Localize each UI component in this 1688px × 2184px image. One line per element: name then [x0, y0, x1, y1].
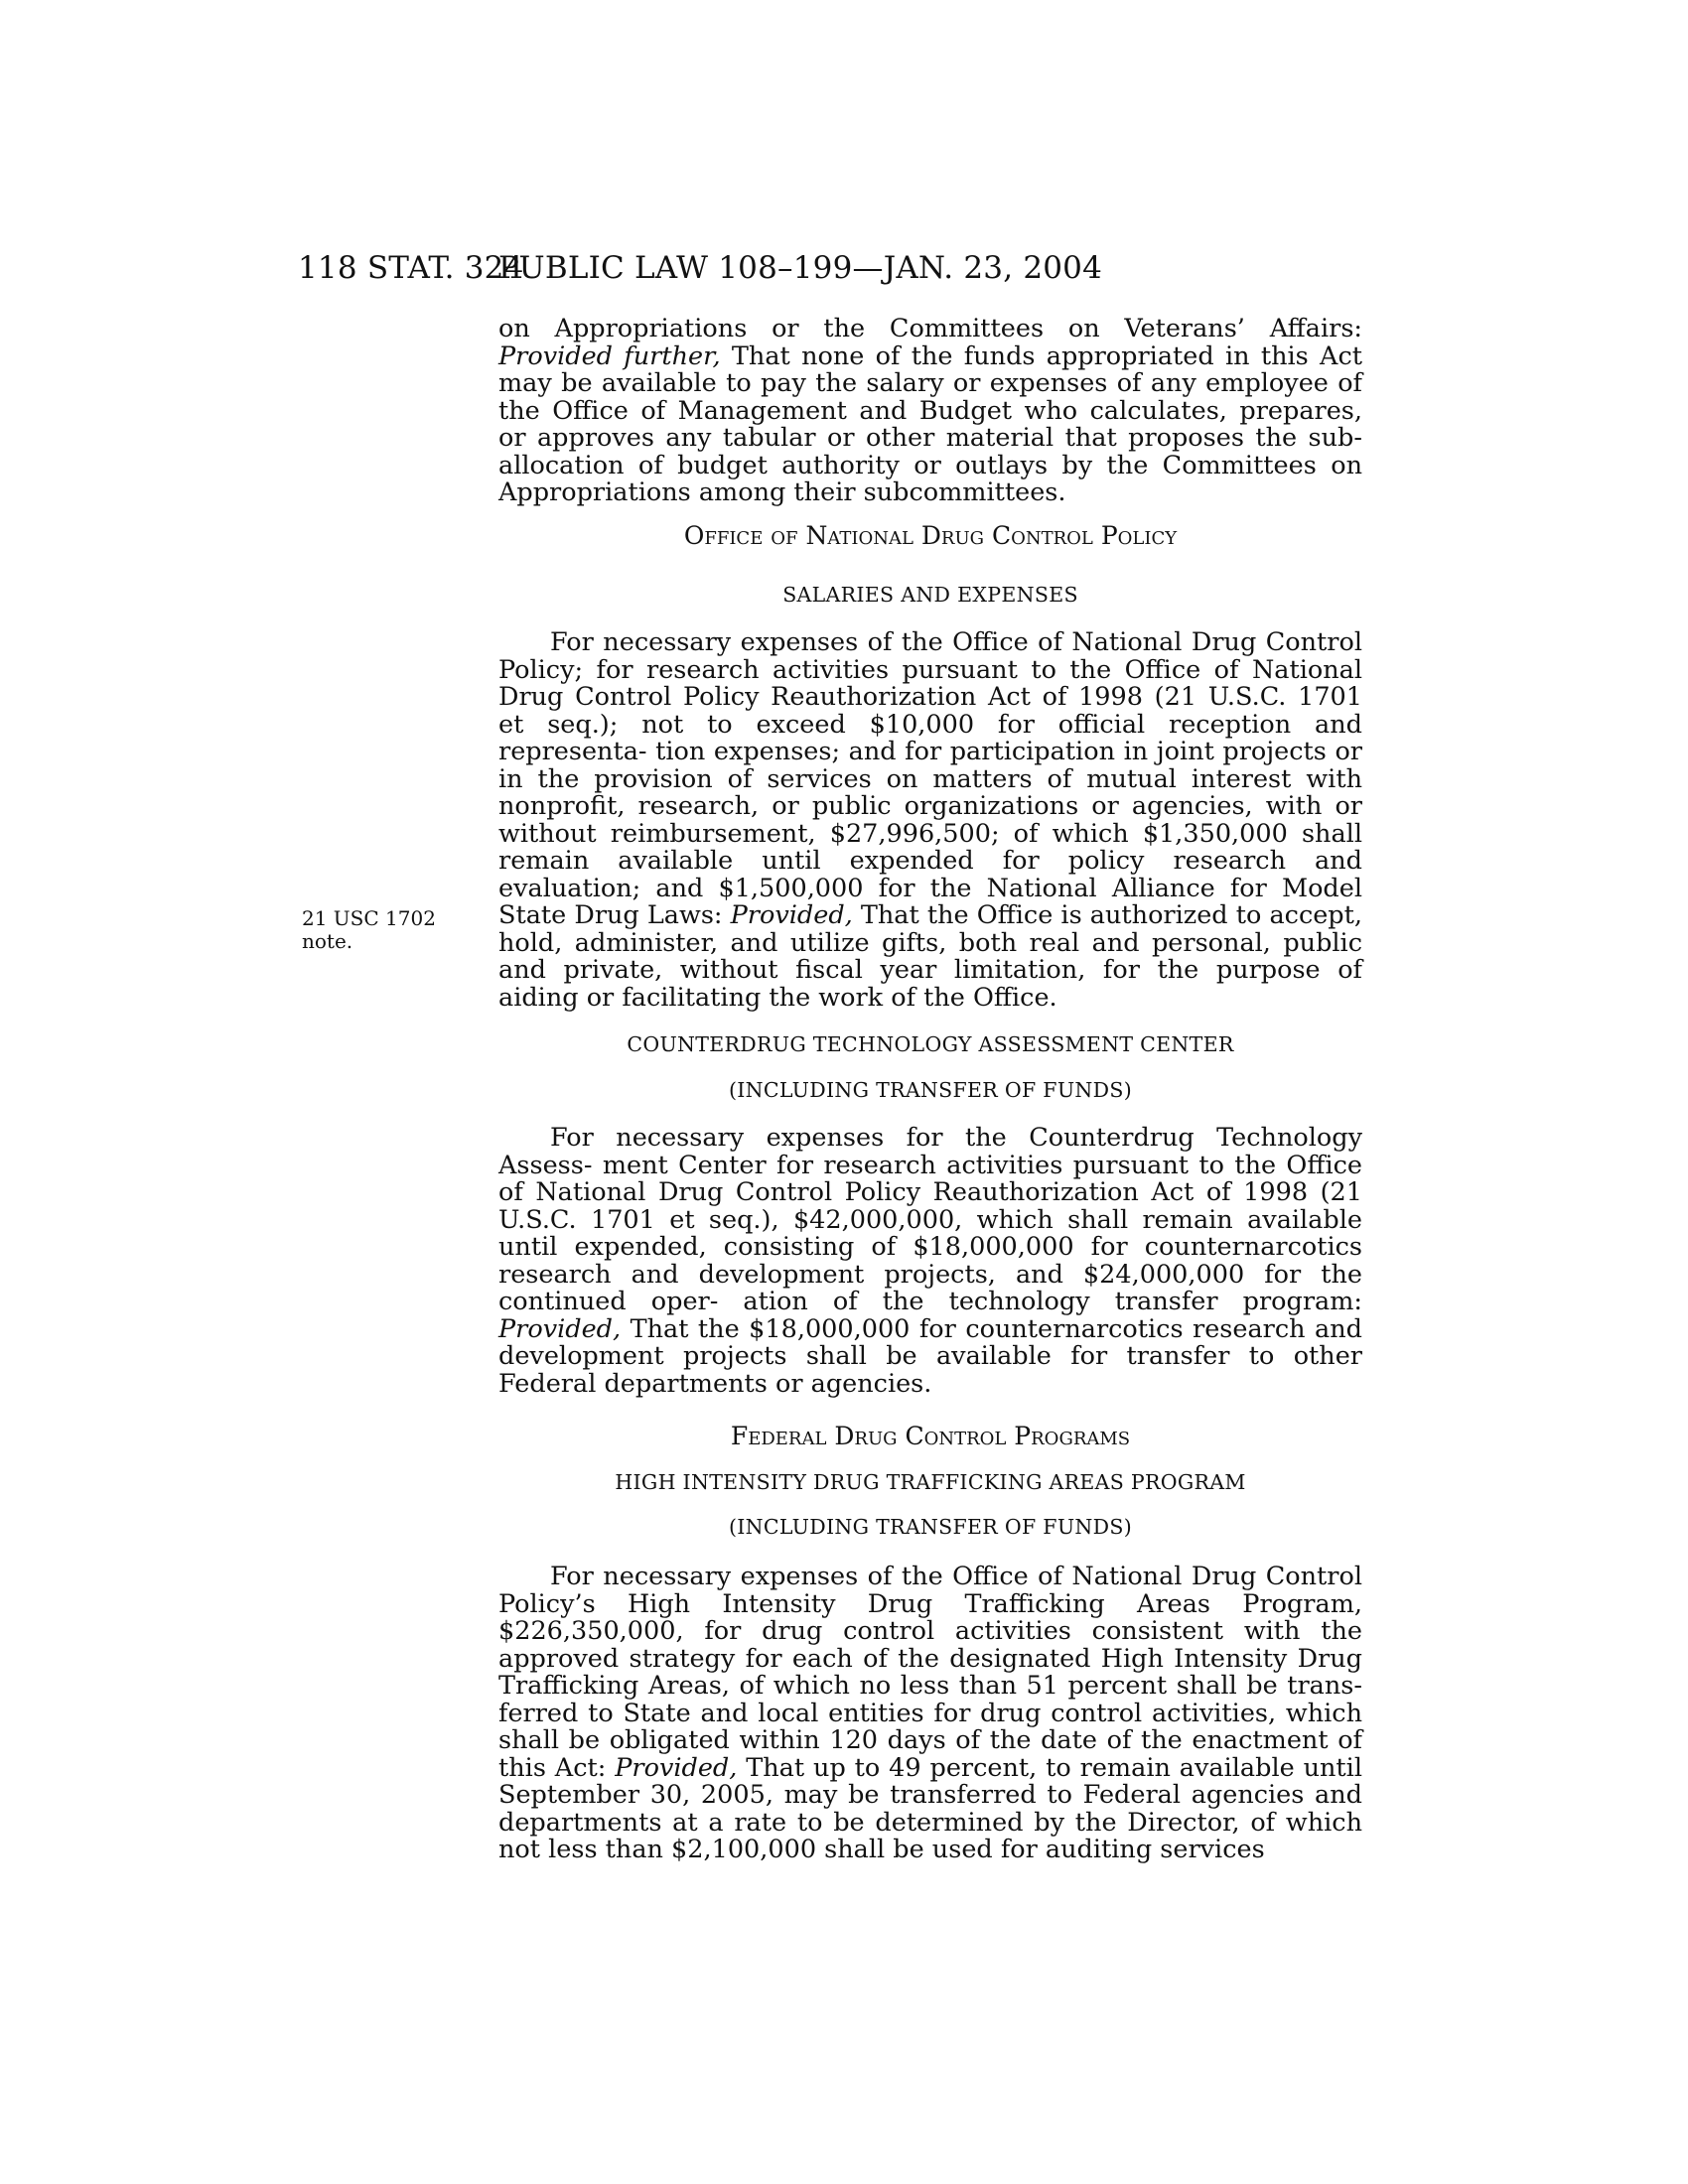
- p3-provided: Provided,: [498, 1313, 622, 1344]
- paragraph-ondcp-salaries: [498, 629, 1362, 1012]
- heading-counterdrug-technology-assessment-center: COUNTERDRUG TECHNOLOGY ASSESSMENT CENTER: [627, 1032, 1234, 1056]
- statute-page-number: 118 STAT. 324: [298, 250, 524, 286]
- margin-note-citation: 21 USC 1702: [302, 906, 436, 930]
- p3-text-c: That the $18,000,000 for counternarcotics research and development projects shall be available for transfer to other Federal departments or agencies.: [498, 1313, 1362, 1399]
- p4-text-a: For necessary expenses of the Office of National Drug Control Policy’s High Intensity Drug Trafficking Areas Program, $226,350,000, for drug control activities consistent with the approved strategy for each of the designated High Intensity Drug Trafficking Areas, of which no less than 51 percent shall be trans- ferred to State and local entities for drug control activities, which shall be obligated within 120 days of the date of the enactment of this Act:: [498, 1562, 1362, 1783]
- heading-salaries-and-expenses: SALARIES AND EXPENSES: [782, 583, 1078, 607]
- p2-text-a: For necessary expenses of the Office of National Drug Control Policy; for research activities pursuant to the Office of National Drug Control Policy Reauthorization Act of 1998 (21 U.S.C. 1701 et seq.); not to exceed $10,000 for official reception and representa- tion expenses; and for participation in joint projects or in the provision of services on matters of mutual interest with nonprofit, research, or public organizations or agencies, with or without reimbursement, $27,996,500; of which $1,350,000 shall remain available until expended for policy research and evaluation; and $1,500,000 for the National Alliance for Model State Drug Laws:: [498, 627, 1362, 930]
- heading-including-transfer-of-funds-2: (INCLUDING TRANSFER OF FUNDS): [728, 1515, 1133, 1539]
- p1-text-a: on Appropriations or the Committees on Veterans’ Affairs:: [498, 314, 1362, 343]
- p2-text-c: That the Office is authorized to accept, hold, administer, and utilize gifts, both real and personal, public and private, without fiscal year limitation, for the purpose of aiding or facilitating the work of the Office.: [498, 900, 1362, 1013]
- p4-text-c: That up to 49 percent, to remain available until September 30, 2005, may be transferred to Federal agencies and departments at a rate to be determined by the Director, of which not less than $2,100,000 shall be used for auditing services: [498, 1752, 1362, 1864]
- margin-note: [302, 907, 436, 953]
- heading-hidta-program: HIGH INTENSITY DRUG TRAFFICKING AREAS PROGRAM: [615, 1470, 1246, 1494]
- heading-office-of-national-drug-control-policy: Office of National Drug Control Policy: [683, 521, 1178, 550]
- p4-provided: Provided,: [615, 1752, 738, 1783]
- p2-provided: Provided,: [730, 900, 853, 930]
- heading-federal-drug-control-programs: Federal Drug Control Programs: [730, 1422, 1131, 1450]
- margin-note-suffix: note.: [302, 929, 353, 953]
- p1-text-c: That none of the funds appropriated in this Act may be available to pay the salary or expenses of any employee of the Office of Management and Budget who calculates, prepares, or approves any tabular or other material that proposes the sub- allocation of budget authority or outlays by the Committees on Appropriations among their subcommittees.: [498, 341, 1362, 507]
- paragraph-hidta: [498, 1564, 1362, 1864]
- paragraph-appropriations-proviso: [498, 316, 1362, 507]
- running-header-title: PUBLIC LAW 108–199—JAN. 23, 2004: [498, 250, 1103, 286]
- p3-text-a: For necessary expenses for the Counterdrug Technology Assess- ment Center for research activities pursuant to the Office of National Drug Control Policy Reauthorization Act of 1998 (21 U.S.C. 1701 et seq.), $42,000,000, which shall remain available until expended, consisting of $18,000,000 for counternarcotics research and development projects, and $24,000,000 for the continued oper- ation of the technology transfer program:: [498, 1123, 1362, 1316]
- heading-including-transfer-of-funds-1: (INCLUDING TRANSFER OF FUNDS): [728, 1078, 1133, 1102]
- paragraph-ctac: [498, 1125, 1362, 1398]
- p1-provided-further: Provided further,: [498, 341, 721, 371]
